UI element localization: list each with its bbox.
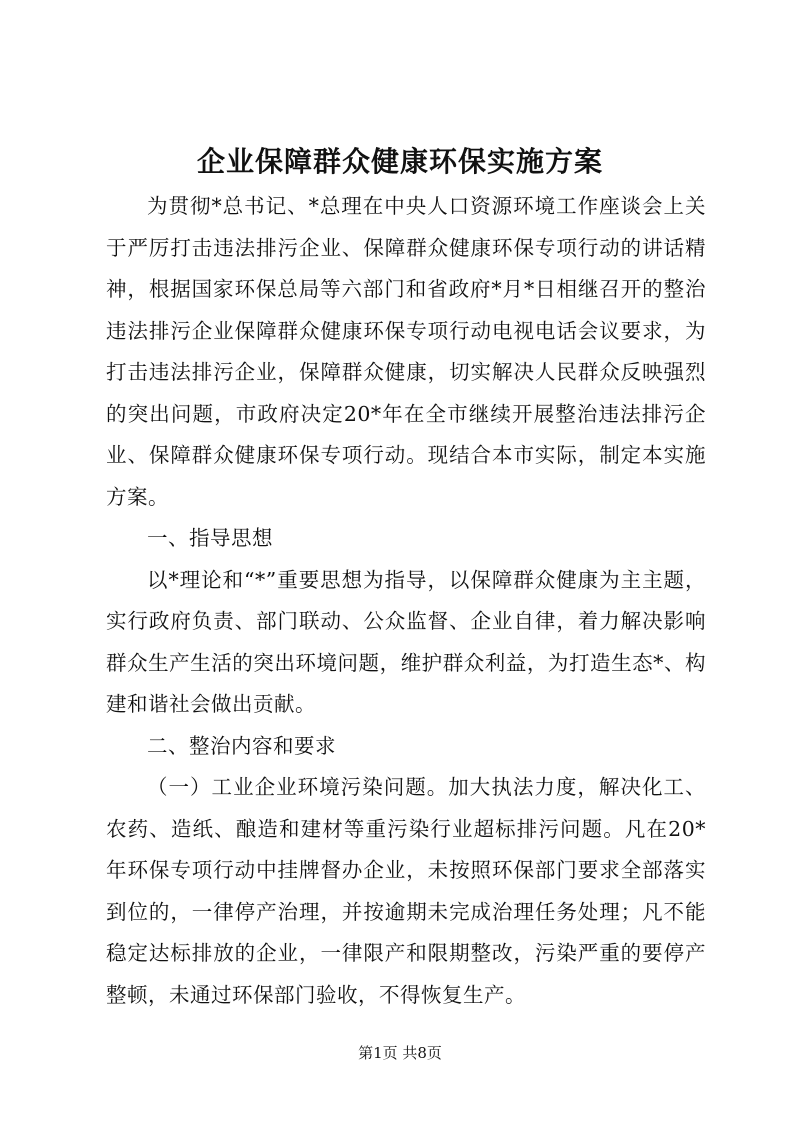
page-footer: 第1页 共8页	[358, 1044, 442, 1062]
section-heading-guiding-ideology: 一、指导思想	[147, 526, 273, 550]
document-body	[106, 186, 706, 1016]
industrial-pollution-paragraph: （一）工业企业环境污染问题。加大执法力度，解决化工、农药、造纸、酿造和建材等重污染行业超标排污问题。凡在20*年环保专项行动中挂牌督办企业，未按照环保部门要求全部落实到位的，一律停产治理，并按逾期未完成治理任务处理；凡不能稳定达标排放的企业，一律限产和限期整改，污染严重的要停产整顿，未通过环保部门验收，不得恢复生产。	[106, 775, 706, 1007]
document-title: 企业保障群众健康环保实施方案	[196, 145, 603, 178]
guiding-ideology-paragraph: 以*理论和“*”重要思想为指导，以保障群众健康为主主题，实行政府负责、部门联动、公众监督、企业自律，着力解决影响群众生产生活的突出环境问题，维护群众利益，为打造生态*、构建和谐社会做出贡献。	[106, 567, 706, 716]
section-heading-content-requirements: 二、整治内容和要求	[147, 733, 336, 758]
intro-paragraph: 为贯彻*总书记、*总理在中央人口资源环境工作座谈会上关于严厉打击违法排污企业、保障群众健康环保专项行动的讲话精神，根据国家环保总局等六部门和省政府*月*日相继召开的整治违法排污企业保障群众健康环保专项行动电视电话会议要求，为打击违法排污企业，保障群众健康，切实解决人民群众反映强烈的突出问题，市政府决定20*年在全市继续开展整治违法排污企业、保障群众健康环保专项行动。现结合本市实际，制定本实施方案。	[106, 194, 706, 509]
